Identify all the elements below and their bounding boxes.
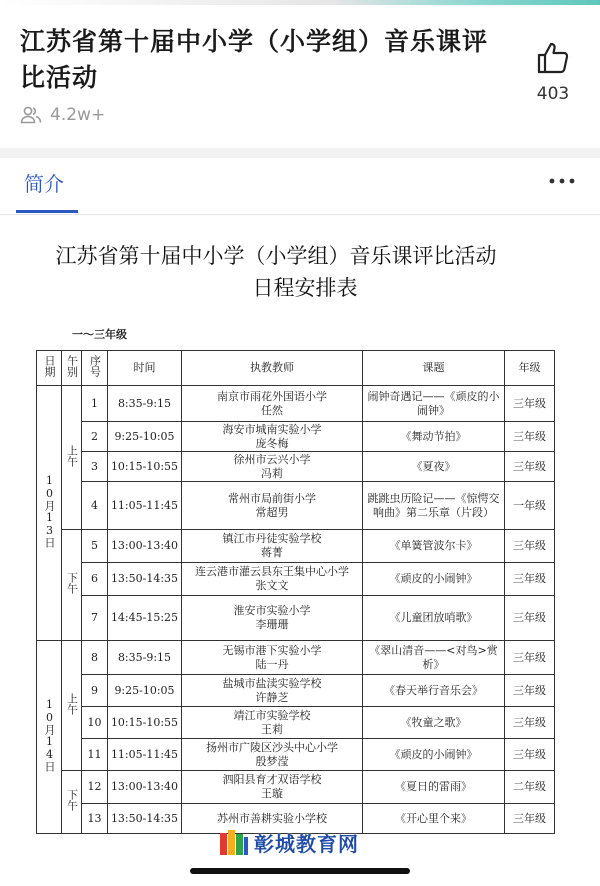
topic-cell: 《顽皮的小闹钟》 bbox=[363, 563, 505, 596]
topic-cell: 《牧童之歌》 bbox=[363, 707, 505, 739]
grade-cell: 三年级 bbox=[505, 739, 555, 771]
table-row bbox=[37, 452, 555, 482]
grade-cell: 三年级 bbox=[505, 563, 555, 596]
table-header-cell bbox=[108, 351, 182, 386]
topic-cell: 跳跳虫历险记——《惊愕交响曲》第二乐章（片段） bbox=[363, 482, 505, 530]
document-title bbox=[0, 240, 540, 304]
table-row bbox=[37, 771, 555, 804]
period-cell bbox=[62, 530, 82, 641]
number-cell: 2 bbox=[82, 422, 108, 452]
header-label: 年级 bbox=[518, 361, 541, 374]
grade-cell: 三年级 bbox=[505, 422, 555, 452]
time-cell: 14:45-15:25 bbox=[108, 596, 182, 641]
tab-bar bbox=[0, 158, 600, 212]
grade-cell: 三年级 bbox=[505, 675, 555, 707]
time-cell: 11:05-11:45 bbox=[108, 739, 182, 771]
table-row bbox=[37, 707, 555, 739]
schedule-body bbox=[37, 386, 555, 834]
top-status-strip bbox=[0, 0, 600, 5]
table-header-cell bbox=[182, 351, 363, 386]
school-name: 徐州市云兴小学 bbox=[233, 452, 311, 466]
topic-cell: 《儿童团放哨歌》 bbox=[363, 596, 505, 641]
grade-cell: 三年级 bbox=[505, 707, 555, 739]
teacher-cell bbox=[182, 707, 363, 739]
period-label: 上午 bbox=[65, 692, 79, 715]
school-name: 海安市城南实验小学 bbox=[222, 422, 322, 436]
more-options-icon[interactable] bbox=[548, 176, 576, 186]
table-header-row bbox=[37, 351, 555, 386]
school-name: 连云港市灌云县东王集中心小学 bbox=[195, 565, 349, 578]
home-indicator bbox=[190, 868, 410, 874]
date-cell bbox=[37, 386, 62, 641]
article-title: 江苏省第十届中小学（小学组）音乐课评比活动 bbox=[20, 27, 489, 92]
date-label: 10月13日 bbox=[43, 474, 56, 548]
time-cell: 13:50-14:35 bbox=[108, 804, 182, 834]
watermark-text: 彰城教育网 bbox=[254, 831, 359, 856]
header-label: 课题 bbox=[422, 361, 445, 374]
topic-cell: 《舞动节拍》 bbox=[363, 422, 505, 452]
time-cell: 10:15-10:55 bbox=[108, 707, 182, 739]
teacher-name: 庞冬梅 bbox=[255, 436, 289, 450]
teacher-cell bbox=[182, 739, 363, 771]
teacher-cell bbox=[182, 563, 363, 596]
table-row bbox=[37, 530, 555, 563]
books-logo-icon bbox=[218, 827, 250, 857]
time-cell: 9:25-10:05 bbox=[108, 422, 182, 452]
thumbs-up-icon bbox=[535, 40, 571, 76]
table-header-cell bbox=[37, 351, 62, 386]
school-name: 泗阳县育才双语学校 bbox=[222, 773, 322, 786]
period-cell bbox=[62, 386, 82, 530]
watermark bbox=[218, 826, 359, 858]
table-header-cell bbox=[363, 351, 505, 386]
time-cell: 11:05-11:45 bbox=[108, 482, 182, 530]
like-count: 403 bbox=[536, 84, 570, 104]
tab-active-indicator bbox=[16, 210, 78, 213]
people-icon bbox=[20, 106, 42, 124]
like-button[interactable] bbox=[523, 40, 583, 104]
period-cell bbox=[62, 771, 82, 834]
view-count: 4.2w+ bbox=[50, 105, 106, 125]
table-row bbox=[37, 563, 555, 596]
teacher-cell bbox=[182, 386, 363, 422]
period-label: 下午 bbox=[65, 572, 79, 594]
header-label: 序号 bbox=[88, 355, 102, 377]
number-cell: 4 bbox=[82, 482, 108, 530]
time-cell: 9:25-10:05 bbox=[108, 675, 182, 707]
number-cell: 7 bbox=[82, 596, 108, 641]
teacher-name: 许静芝 bbox=[255, 690, 289, 704]
number-cell: 12 bbox=[82, 771, 108, 804]
teacher-cell bbox=[182, 675, 363, 707]
time-cell: 13:00-13:40 bbox=[108, 530, 182, 563]
school-name: 镇江市丹徒实验学校 bbox=[222, 532, 322, 545]
time-cell: 13:50-14:35 bbox=[108, 563, 182, 596]
teacher-cell bbox=[182, 482, 363, 530]
teacher-name: 常超男 bbox=[255, 505, 289, 519]
topic-cell: 《夏日的雷雨》 bbox=[363, 771, 505, 804]
number-cell: 9 bbox=[82, 675, 108, 707]
period-cell bbox=[62, 641, 82, 771]
schedule-table bbox=[36, 350, 555, 834]
period-label: 下午 bbox=[65, 789, 79, 811]
number-cell: 5 bbox=[82, 530, 108, 563]
header-label: 执教教师 bbox=[250, 361, 294, 374]
school-name: 常州市局前街小学 bbox=[228, 491, 316, 505]
section-separator bbox=[0, 148, 600, 158]
school-name: 扬州市广陵区沙头中心小学 bbox=[206, 740, 338, 754]
view-count-row bbox=[20, 104, 105, 126]
grade-cell: 三年级 bbox=[505, 641, 555, 675]
tab-divider bbox=[0, 214, 600, 215]
grade-cell: 三年级 bbox=[505, 530, 555, 563]
table-header-cell bbox=[62, 351, 82, 386]
topic-cell: 闹钟奇遇记——《顽皮的小闹钟》 bbox=[363, 386, 505, 422]
table-row bbox=[37, 641, 555, 675]
topic-cell: 《开心里个来》 bbox=[363, 804, 505, 834]
number-cell: 1 bbox=[82, 386, 108, 422]
school-name: 南京市雨花外国语小学 bbox=[217, 389, 327, 403]
time-cell: 10:15-10:55 bbox=[108, 452, 182, 482]
number-cell: 3 bbox=[82, 452, 108, 482]
time-cell: 8:35-9:15 bbox=[108, 386, 182, 422]
document-title-line1: 江苏省第十届中小学（小学组）音乐课评比活动 bbox=[55, 244, 497, 268]
grade-cell: 三年级 bbox=[505, 452, 555, 482]
topic-cell: 《单簧管波尔卡》 bbox=[363, 530, 505, 563]
grade-cell: 一年级 bbox=[505, 482, 555, 530]
topic-cell: 《春天举行音乐会》 bbox=[363, 675, 505, 707]
topic-cell: 《翠山清音——<对鸟>赏析》 bbox=[363, 641, 505, 675]
time-cell: 8:35-9:15 bbox=[108, 641, 182, 675]
school-name: 无锡市港下实验小学 bbox=[222, 643, 322, 657]
number-cell: 8 bbox=[82, 641, 108, 675]
teacher-cell bbox=[182, 641, 363, 675]
grade-cell: 二年级 bbox=[505, 771, 555, 804]
table-row bbox=[37, 739, 555, 771]
teacher-name: 任然 bbox=[261, 403, 283, 417]
date-cell bbox=[37, 641, 62, 834]
number-cell: 6 bbox=[82, 563, 108, 596]
teacher-cell bbox=[182, 530, 363, 563]
teacher-cell bbox=[182, 771, 363, 804]
school-name: 苏州市善耕实验小学校 bbox=[217, 811, 327, 825]
teacher-cell bbox=[182, 452, 363, 482]
teacher-name: 殷梦滢 bbox=[255, 754, 289, 768]
topic-cell: 《顽皮的小闹钟》 bbox=[363, 739, 505, 771]
table-row bbox=[37, 386, 555, 422]
header-label: 时间 bbox=[133, 361, 156, 374]
table-row bbox=[37, 482, 555, 530]
number-cell: 13 bbox=[82, 804, 108, 834]
teacher-cell bbox=[182, 422, 363, 452]
document-title-line2: 日程安排表 bbox=[252, 276, 358, 300]
grade-cell: 三年级 bbox=[505, 386, 555, 422]
teacher-cell bbox=[182, 596, 363, 641]
number-cell: 10 bbox=[82, 707, 108, 739]
table-row bbox=[37, 596, 555, 641]
teacher-name: 冯莉 bbox=[261, 466, 283, 480]
header-label: 午别 bbox=[65, 355, 79, 377]
tab-intro[interactable]: 简介 bbox=[24, 172, 64, 196]
table-row bbox=[37, 675, 555, 707]
teacher-name: 张文文 bbox=[255, 579, 289, 592]
teacher-name: 蒋菁 bbox=[261, 546, 283, 559]
teacher-name: 陆一丹 bbox=[255, 657, 289, 671]
teacher-name: 王莉 bbox=[261, 722, 283, 736]
grade-cell: 三年级 bbox=[505, 596, 555, 641]
teacher-name: 李珊珊 bbox=[255, 618, 289, 631]
table-header-cell bbox=[82, 351, 108, 386]
number-cell: 11 bbox=[82, 739, 108, 771]
date-label: 10月14日 bbox=[43, 698, 56, 772]
table-row bbox=[37, 422, 555, 452]
time-cell: 13:00-13:40 bbox=[108, 771, 182, 804]
grade-section-label: 一～三年级 bbox=[72, 328, 127, 341]
teacher-name: 王璇 bbox=[261, 787, 283, 800]
topic-cell: 《夏夜》 bbox=[363, 452, 505, 482]
header-label: 日期 bbox=[43, 355, 56, 377]
school-name: 盐城市盐渎实验学校 bbox=[222, 676, 322, 690]
school-name: 淮安市实验小学 bbox=[233, 604, 311, 617]
school-name: 靖江市实验学校 bbox=[233, 708, 311, 722]
grade-cell: 三年级 bbox=[505, 804, 555, 834]
period-label: 上午 bbox=[65, 444, 79, 467]
table-header-cell bbox=[505, 351, 555, 386]
